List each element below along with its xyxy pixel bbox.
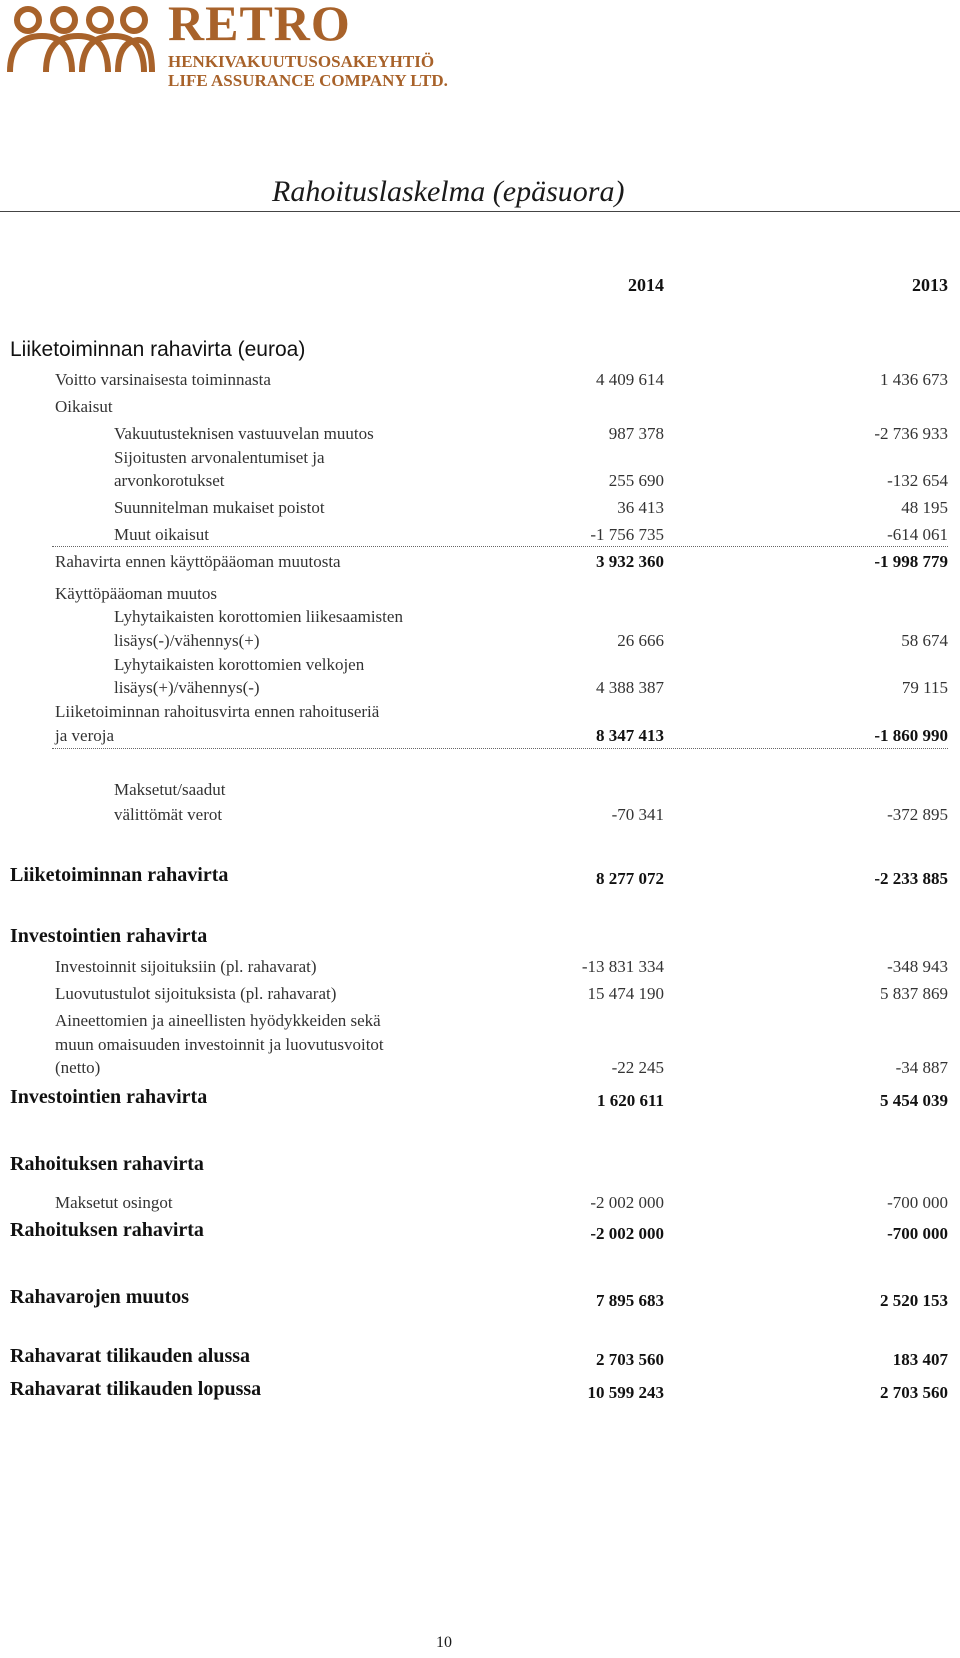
value-2013-operating-total: -2 233 885 [874, 869, 948, 888]
value-2013-hyodykkeet: -34 887 [895, 1058, 948, 1077]
row-label-osingot: Maksetut osingot [55, 1193, 173, 1212]
value-2014-sijoituksiin: -13 831 334 [581, 957, 664, 976]
value-2014-vastuuvelka: 987 378 [608, 424, 664, 443]
value-2014-financing-total: -2 002 000 [590, 1224, 664, 1243]
row-label-sijoitukset-1: Sijoitusten arvonalentumiset ja [114, 448, 325, 467]
row-label-ennen-rahoitus-1: Liiketoiminnan rahoitusvirta ennen rahoituseriä [55, 702, 380, 721]
value-2013-velat: 79 115 [901, 678, 948, 697]
value-2013-cash-end: 2 703 560 [880, 1383, 948, 1402]
row-label-hyodykkeet-3: (netto) [55, 1058, 101, 1077]
row-label-sijoituksiin: Investoinnit sijoituksiin (pl. rahavarat) [55, 957, 317, 976]
page-title: Rahoituslaskelma (epäsuora) [272, 175, 625, 208]
brand-name: RETRO [168, 0, 351, 51]
value-2013-sijoituksiin: -348 943 [887, 957, 948, 976]
value-2014-osingot: -2 002 000 [590, 1193, 664, 1212]
total-label-cash-end: Rahavarat tilikauden lopussa [10, 1378, 262, 1400]
value-2013-ennen-rahoitus: -1 860 990 [874, 726, 948, 745]
value-2014-investing-total: 1 620 611 [596, 1091, 664, 1110]
value-2013-sijoitukset: -132 654 [887, 471, 948, 490]
year-2014-header: 2014 [628, 275, 664, 295]
row-label-verot-2: välittömät verot [114, 805, 223, 824]
value-2013-ennen-kayttopaaoma: -1 998 779 [874, 552, 948, 571]
value-2013-investing-total: 5 454 039 [880, 1091, 948, 1110]
value-2013-cash-change: 2 520 153 [880, 1291, 948, 1310]
value-2014-saamiset: 26 666 [617, 631, 664, 650]
value-2014-cash-change: 7 895 683 [596, 1291, 664, 1310]
total-label-cash-start: Rahavarat tilikauden alussa [10, 1345, 251, 1367]
value-2014-cash-end: 10 599 243 [587, 1383, 664, 1402]
dotted-separator [52, 546, 948, 547]
value-2014-sijoitukset: 255 690 [608, 471, 664, 490]
value-2013-cash-start: 183 407 [892, 1350, 948, 1369]
value-2013-saamiset: 58 674 [901, 631, 948, 650]
section-heading-investing: Investointien rahavirta [10, 925, 208, 947]
total-label-operating: Liiketoiminnan rahavirta [10, 864, 229, 886]
year-2013-header: 2013 [912, 275, 948, 295]
row-label-luovutustulot: Luovutustulot sijoituksista (pl. rahavarat) [55, 984, 337, 1003]
row-label-velat-1: Lyhytaikaisten korottomien velkojen [114, 655, 365, 674]
value-2013-voitto: 1 436 673 [880, 370, 948, 389]
row-label-hyodykkeet-2: muun omaisuuden investoinnit ja luovutusvoitot [55, 1035, 384, 1054]
value-2014-hyodykkeet: -22 245 [611, 1058, 664, 1077]
value-2014-muut: -1 756 735 [590, 525, 664, 544]
value-2013-muut: -614 061 [887, 525, 948, 544]
row-label-vastuuvelka: Vakuutusteknisen vastuuvelan muutos [114, 424, 374, 443]
value-2014-luovutustulot: 15 474 190 [587, 984, 664, 1003]
section-heading-operating: Liiketoiminnan rahavirta (euroa) [10, 338, 306, 361]
value-2014-verot: -70 341 [611, 805, 664, 824]
dotted-separator [52, 748, 948, 749]
row-label-poistot: Suunnitelman mukaiset poistot [114, 498, 325, 517]
row-label-ennen-kayttopaaoma: Rahavirta ennen käyttöpääoman muutosta [55, 552, 341, 571]
company-logo [6, 0, 476, 100]
row-label-verot-1: Maksetut/saadut [114, 780, 226, 799]
section-heading-financing: Rahoituksen rahavirta [10, 1153, 204, 1175]
total-label-financing: Rahoituksen rahavirta [10, 1219, 204, 1241]
value-2013-financing-total: -700 000 [887, 1224, 948, 1243]
company-name-en: LIFE ASSURANCE COMPANY LTD. [168, 71, 448, 90]
value-2014-velat: 4 388 387 [596, 678, 664, 697]
value-2013-verot: -372 895 [887, 805, 948, 824]
retro-rings-icon [6, 4, 156, 76]
row-label-voitto: Voitto varsinaisesta toiminnasta [55, 370, 271, 389]
value-2014-ennen-rahoitus: 8 347 413 [596, 726, 664, 745]
row-label-ennen-rahoitus-2: ja veroja [55, 726, 114, 745]
row-label-saamiset-2: lisäys(-)/vähennys(+) [114, 631, 260, 650]
company-name-fi: HENKIVAKUUTUSOSAKEYHTIÖ [168, 52, 435, 71]
title-divider [0, 211, 960, 212]
value-2014-operating-total: 8 277 072 [596, 869, 664, 888]
row-label-saamiset-1: Lyhytaikaisten korottomien liikesaamisten [114, 607, 403, 626]
value-2013-poistot: 48 195 [901, 498, 948, 517]
value-2014-poistot: 36 413 [617, 498, 664, 517]
total-label-cash-change: Rahavarojen muutos [10, 1286, 190, 1308]
subheading-kayttopaaoma: Käyttöpääoman muutos [55, 584, 217, 603]
value-2013-vastuuvelka: -2 736 933 [874, 424, 948, 443]
value-2014-voitto: 4 409 614 [596, 370, 664, 389]
value-2014-cash-start: 2 703 560 [596, 1350, 664, 1369]
value-2013-luovutustulot: 5 837 869 [880, 984, 948, 1003]
row-label-muut: Muut oikaisut [114, 525, 209, 544]
total-label-investing: Investointien rahavirta [10, 1086, 208, 1108]
value-2014-ennen-kayttopaaoma: 3 932 360 [596, 552, 664, 571]
row-label-velat-2: lisäys(+)/vähennys(-) [114, 678, 260, 697]
value-2013-osingot: -700 000 [887, 1193, 948, 1212]
row-label-hyodykkeet-1: Aineettomien ja aineellisten hyödykkeiden sekä [55, 1011, 381, 1030]
page-number: 10 [436, 1634, 452, 1651]
subheading-oikaisut: Oikaisut [55, 397, 113, 416]
row-label-sijoitukset-2: arvonkorotukset [114, 471, 225, 490]
